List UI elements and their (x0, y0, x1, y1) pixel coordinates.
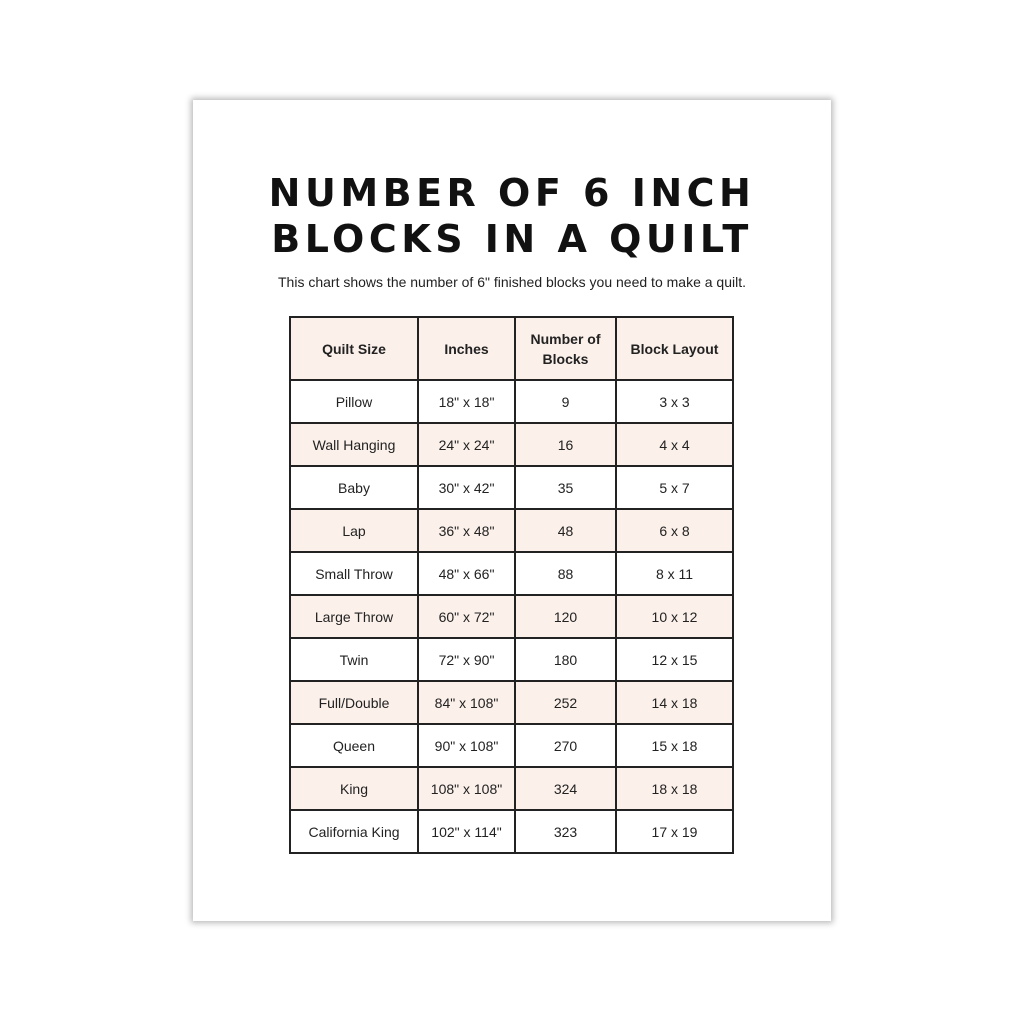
cell-block-layout: 8 x 11 (616, 552, 733, 595)
title-line-1: NUMBER OF 6 INCH (268, 171, 756, 215)
header-number-of-blocks (515, 317, 616, 380)
cell-quilt-size: Full/Double (290, 681, 418, 724)
cell-block-layout: 17 x 19 (616, 810, 733, 853)
cell-block-layout: 4 x 4 (616, 423, 733, 466)
cell-number-of-blocks: 270 (515, 724, 616, 767)
header-inches: Inches (418, 317, 515, 380)
cell-block-layout: 14 x 18 (616, 681, 733, 724)
quilt-blocks-table (289, 316, 734, 854)
header-quilt-size: Quilt Size (290, 317, 418, 380)
table-row (290, 767, 733, 810)
cell-quilt-size: Lap (290, 509, 418, 552)
cell-inches: 30" x 42" (418, 466, 515, 509)
cell-quilt-size: Baby (290, 466, 418, 509)
cell-quilt-size: Wall Hanging (290, 423, 418, 466)
cell-number-of-blocks: 9 (515, 380, 616, 423)
cell-number-of-blocks: 35 (515, 466, 616, 509)
cell-quilt-size: Queen (290, 724, 418, 767)
table-row (290, 509, 733, 552)
header-number-line-1: Number of (530, 330, 601, 347)
cell-inches: 90" x 108" (418, 724, 515, 767)
cell-number-of-blocks: 16 (515, 423, 616, 466)
cell-block-layout: 10 x 12 (616, 595, 733, 638)
header-block-layout: Block Layout (616, 317, 733, 380)
cell-block-layout: 5 x 7 (616, 466, 733, 509)
table-row (290, 724, 733, 767)
cell-number-of-blocks: 180 (515, 638, 616, 681)
cell-inches: 24" x 24" (418, 423, 515, 466)
cell-inches: 108" x 108" (418, 767, 515, 810)
table-row (290, 810, 733, 853)
cell-inches: 48" x 66" (418, 552, 515, 595)
table-row (290, 423, 733, 466)
cell-block-layout: 3 x 3 (616, 380, 733, 423)
cell-number-of-blocks: 120 (515, 595, 616, 638)
cell-quilt-size: California King (290, 810, 418, 853)
cell-quilt-size: Pillow (290, 380, 418, 423)
table-row (290, 595, 733, 638)
cell-quilt-size: Twin (290, 638, 418, 681)
cell-quilt-size: Small Throw (290, 552, 418, 595)
cell-inches: 18" x 18" (418, 380, 515, 423)
table-row (290, 552, 733, 595)
cell-number-of-blocks: 323 (515, 810, 616, 853)
title-line-2: BLOCKS IN A QUILT (271, 217, 753, 261)
cell-inches: 72" x 90" (418, 638, 515, 681)
cell-block-layout: 6 x 8 (616, 509, 733, 552)
table-row (290, 638, 733, 681)
cell-block-layout: 18 x 18 (616, 767, 733, 810)
table-row (290, 380, 733, 423)
page-title (0, 170, 1024, 262)
header-number-line-2: Blocks (542, 350, 589, 367)
cell-block-layout: 12 x 15 (616, 638, 733, 681)
cell-number-of-blocks: 88 (515, 552, 616, 595)
cell-number-of-blocks: 324 (515, 767, 616, 810)
cell-quilt-size: Large Throw (290, 595, 418, 638)
cell-number-of-blocks: 252 (515, 681, 616, 724)
cell-inches: 84" x 108" (418, 681, 515, 724)
table-row (290, 681, 733, 724)
table-row (290, 466, 733, 509)
cell-inches: 102" x 114" (418, 810, 515, 853)
cell-quilt-size: King (290, 767, 418, 810)
page-subtitle: This chart shows the number of 6" finished blocks you need to make a quilt. (278, 274, 746, 290)
cell-inches: 60" x 72" (418, 595, 515, 638)
table-header-row (290, 317, 733, 380)
cell-inches: 36" x 48" (418, 509, 515, 552)
cell-number-of-blocks: 48 (515, 509, 616, 552)
cell-block-layout: 15 x 18 (616, 724, 733, 767)
